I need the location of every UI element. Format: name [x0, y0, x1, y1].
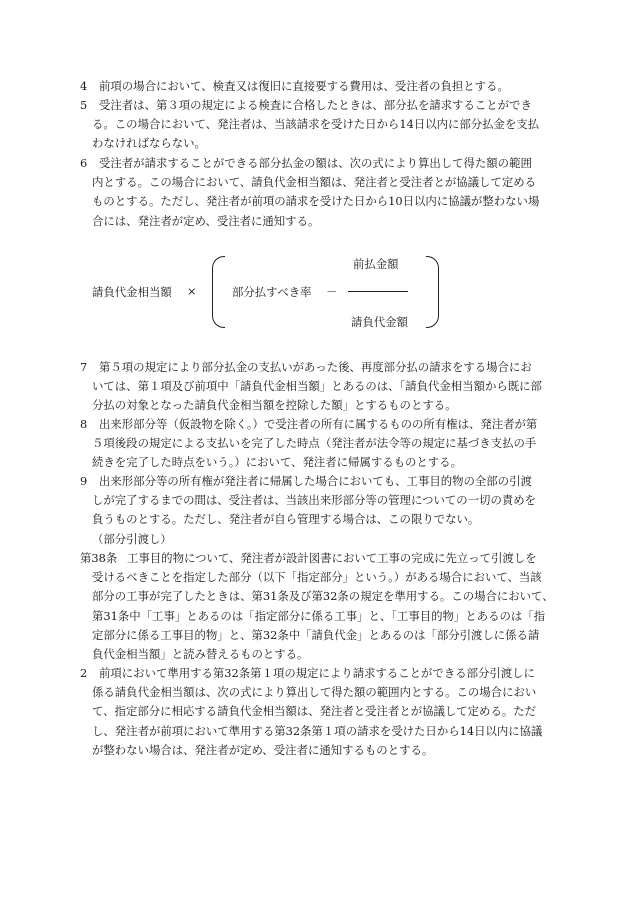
text-line: 合には、発注者が定め、受注者に通知する。 [92, 213, 320, 228]
text-line: しが完了するまでの間は、受注者は、当該出来形部分等の管理についての一切の責めを [92, 493, 537, 508]
text-line: て、指定部分に相応する請負代金相当額は、発注者と受注者とが協議して定める。ただ [92, 704, 537, 719]
text-line: 出来形部分等の所有権が発注者に帰属した場合においても、工事目的物の全部の引渡 [99, 474, 532, 488]
text-line: 部分の工事が完了したときは、第31条及び第32条の規定を準用する。この場合において、 [92, 589, 554, 604]
formula-times: × [187, 284, 197, 298]
text-line: 負代金相当額」と読み替えるものとする。 [92, 647, 309, 662]
text-line: ５項後段の規定による支払いを完了した時点（発注者が法令等の規定に基づき支払の手 [92, 436, 537, 451]
formula-fraction-bar [348, 291, 408, 292]
paragraph-number: 2 [80, 666, 88, 680]
text-line: 工事目的物について、発注者が設計図書において工事の完成に先立って引渡しを [127, 551, 537, 565]
formula-bracket-right [426, 256, 439, 328]
text-line: 前項において準用する第32条第１項の規定により請求することができる部分引渡しに [99, 666, 535, 680]
paragraph-6 [80, 154, 554, 231]
text-line: 受けるべきことを指定した部分（以下「指定部分」という。）がある場合において、当該 [92, 570, 542, 585]
text-line: る。この場合において、発注者は、当該請求を受けた日から14日以内に部分払金を支払 [92, 117, 540, 132]
article-38 [80, 549, 554, 664]
paragraph-7 [80, 358, 554, 416]
text-line: し、発注者が前項において準用する第32条第１項の請求を受けた日から14日以内に協議 [92, 723, 543, 738]
text-line: 前項の場合において、検査又は復旧に直接要する費用は、受注者の負担とする。 [99, 79, 509, 93]
text-line: 第31条中「工事」とあるのは「指定部分に係る工事」と、「工事目的物」とあるのは「指 [92, 608, 546, 623]
text-line: ものとする。ただし、発注者が前項の請求を受けた日から10日以内に協議が整わない場 [92, 194, 540, 209]
text-line: いては、第１項及び前項中「請負代金相当額」とあるのは、「請負代金相当額から既に部 [92, 379, 542, 394]
paragraph-number: 4 [80, 79, 88, 93]
text-line: 負うものとする。ただし、発注者が自ら管理する場合は、この限りでない。 [92, 512, 480, 527]
formula-numerator: 前払金額 [353, 257, 399, 271]
paragraph-number: 9 [80, 474, 88, 488]
article-38-paragraph-2 [80, 664, 554, 760]
text-line: 受注者が請求することができる部分払金の額は、次の式により算出して得た額の範囲 [99, 156, 532, 170]
formula-bracket-left [212, 256, 225, 328]
paragraph-number: 5 [80, 98, 88, 112]
text-line: 続きを完了した時点をいう。）において、発注者に帰属するものとする。 [92, 455, 462, 470]
paragraph-5 [80, 96, 554, 154]
text-line: 受注者は、第３項の規定による検査に合格したときは、部分払を請求することができ [99, 98, 532, 112]
article-caption: （部分引渡し） [92, 532, 172, 546]
text-line: 係る請負代金相当額は、次の式により算出して得た額の範囲内とする。この場合におい [92, 685, 537, 700]
text-line: わなければならない。 [92, 136, 206, 151]
text-line: が整わない場合は、発注者が定め、受注者に通知するものとする。 [92, 742, 434, 757]
text-line: 第５項の規定により部分払金の支払いがあった後、再度部分払の請求をする場合にお [99, 360, 532, 374]
formula-rate: 部分払すべき率 [232, 285, 312, 299]
text-line: 出来形部分等（仮設物を除く。）で受注者の所有に属するものの所有権は、発注者が第 [99, 417, 538, 431]
paragraph-number: 6 [80, 156, 88, 170]
paragraph-4 [80, 77, 554, 96]
text-line: 定部分に係る工事目的物」と、第32条中「請負代金」とあるのは「部分引渡しに係る請 [92, 627, 540, 642]
paragraph-9 [80, 472, 554, 530]
article-number: 第38条 [80, 551, 118, 565]
text-line: 内とする。この場合において、請負代金相当額は、発注者と受注者とが協議して定める [92, 175, 537, 190]
paragraph-number: 7 [80, 360, 88, 374]
text-line: 分払の対象となった請負代金相当額を控除した額」とするものとする。 [92, 398, 457, 413]
formula-minus: － [326, 285, 338, 299]
paragraph-number: 8 [80, 417, 88, 431]
paragraph-8 [80, 415, 554, 473]
formula-denominator: 請負代金額 [351, 315, 408, 329]
formula-left-term: 請負代金相当額 [92, 285, 172, 299]
